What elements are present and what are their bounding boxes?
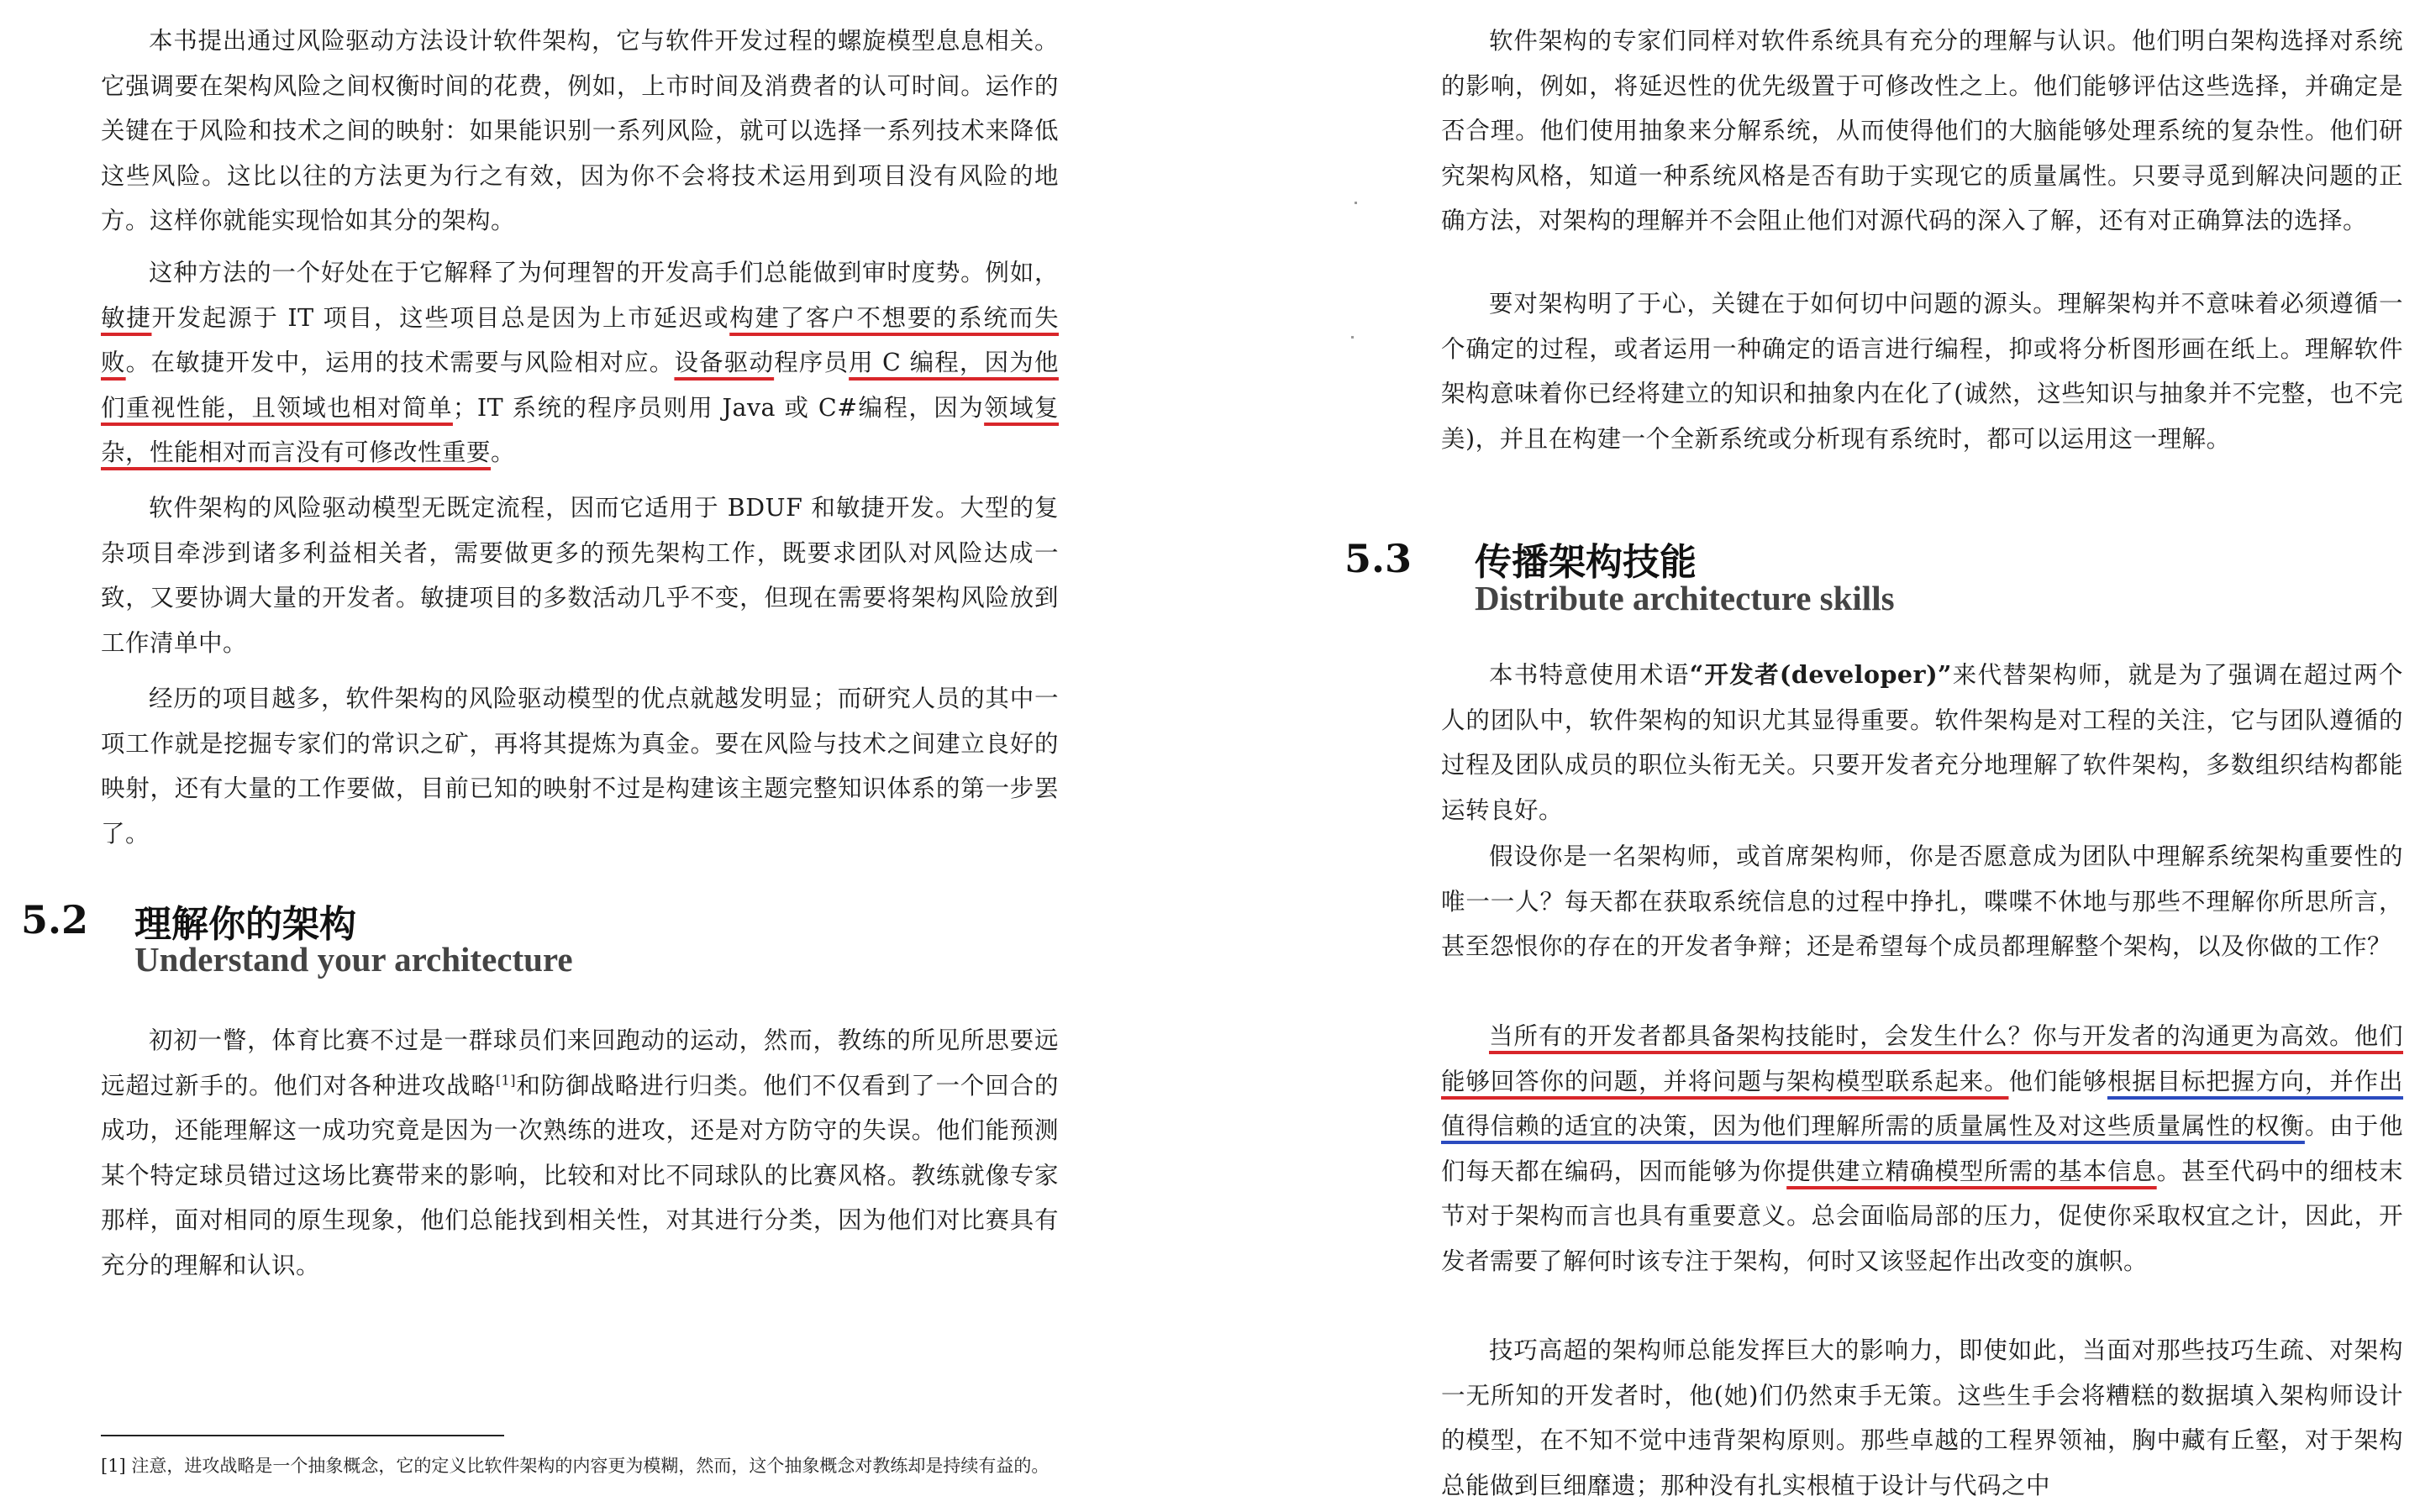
section-number: 5.3 [1344, 536, 1413, 581]
text-span: 。甚至代码中的细枝末节对于架构而言也具有重要意义。总会面临局部的压力，促使你采取权宜之计，因此，开发者需要了解何时该专注于架构，何时又该竖起作出改变的旗帜。 [1441, 1157, 2403, 1275]
text-span: 这种方法的一个好处在于它解释了为何理智的开发高手们总能做到审时度势。例如， [149, 259, 1059, 286]
footnote: [1] 注意，进攻战略是一个抽象概念，它的定义比软件架构的内容更为模糊，然而，这个抽象概念对教练却是持续有益的。 [101, 1456, 1050, 1476]
red-underline: 领域复杂，性能相对而言没有可修改性重要 [101, 393, 1059, 466]
text-span: 来代替架构师，就是为了强调在超过两个人的团队中，软件架构的知识尤其显得重要。软件架构是对工程的关注，它与团队遵循的过程及团队成员的职位头衔无关。只要开发者充分地理解了软件架构，多数组织结构都能运转良好。 [1441, 661, 2403, 824]
right-paragraph-2: 要对架构明了于心，关键在于如何切中问题的源头。理解架构并不意味着必须遵循一个确定的过程，或者运用一种确定的语言进行编程，抑或将分析图形画在纸上。理解软件架构意味着你已经将建立的知识和抽象内在化了(诚然，这些知识与抽象并不完整，也不完美)，并且在构建一个全新系统或分析现有系统时，都可以运用这一理解。 [1441, 290, 2403, 453]
text-span: 和防御战略进行归类。他们不仅看到了一个回合的成功，还能理解这一成功究竟是因为一次熟练的进攻，还是对方防守的失误。他们能预测某个特定球员错过这场比赛带来的影响，比较和对比不同球队的比赛风格。教练就像专家那样，面对相同的原生现象，他们总能找到相关性，对其进行分类，因为他们对比赛具有充分的理解和认识。 [101, 1071, 1059, 1279]
left-paragraph-1: 本书提出通过风险驱动方法设计软件架构，它与软件开发过程的螺旋模型息息相关。它强调要在架构风险之间权衡时间的花费，例如，上市时间及消费者的认可时间。运作的关键在于风险和技术之间的映射：如果能识别一系列风险，就可以选择一系列技术来降低这些风险。这比以往的方法更为行之有效，因为你不会将技术运用到项目没有风险的地方。这样你就能实现恰如其分的架构。 [101, 27, 1059, 234]
red-underline: 设备驱动 [674, 349, 775, 376]
text-span: 他们能够 [2008, 1067, 2107, 1095]
left-paragraph-2 [101, 250, 1059, 475]
red-underline: 构建了客户不想要的系统而失败 [101, 303, 1059, 376]
left-paragraph-4: 经历的项目越多，软件架构的风险驱动模型的优点就越发明显；而研究人员的其中一项工作就是挖掘专家们的常识之矿，再将其提炼为真金。要在风险与技术之间建立良好的映射，还有大量的工作要做，目前已知的映射不过是构建该主题完整知识体系的第一步罢了。 [101, 685, 1059, 848]
right-paragraph-4: 假设你是一名架构师，或首席架构师，你是否愿意成为团队中理解系统架构重要性的唯一一人？每天都在获取系统信息的过程中挣扎，喋喋不休地与那些不理解你所思所言，甚至怨恨你的存在的开发者争辩；还是希望每个成员都理解整个架构，以及你做的工作？ [1441, 843, 2403, 960]
text-span: 本书特意使用术语 [1489, 661, 1690, 689]
text-span: 。在敏捷开发中，运用的技术需要与风险相对应。 [125, 349, 675, 376]
bold-term: “开发者(developer)” [1689, 660, 1952, 689]
right-paragraph-1: 软件架构的专家们同样对软件系统具有充分的理解与认识。他们明白架构选择对系统的影响，例如，将延迟性的优先级置于可修改性之上。他们能够评估这些选择，并确定是否合理。他们使用抽象来分解系统，从而使得他们的大脑能够处理系统的复杂性。他们研究架构风格，知道一种系统风格是否有助于实现它的质量属性。只要寻觅到解决问题的正确方法，对架构的理解并不会阻止他们对源代码的深入了解，还有对正确算法的选择。 [1441, 27, 2403, 234]
section-subtitle: Understand your architecture [134, 940, 573, 979]
left-paragraph-5 [101, 1018, 1059, 1288]
section-subtitle: Distribute architecture skills [1475, 579, 1895, 617]
footnote-reference[interactable]: [1] [495, 1072, 516, 1088]
right-paragraph-5 [1441, 1014, 2403, 1284]
section-number: 5.2 [21, 897, 89, 942]
red-underline: 用 C 编程，因为他们重视性能，且领域也相对简单 [101, 349, 1059, 422]
text-span: 程序员 [774, 349, 850, 376]
text-span: 开发起源于 IT 项目，这些项目总是因为上市延迟或 [151, 303, 730, 332]
text-span: 。 [491, 438, 516, 466]
red-underline: 敏捷 [101, 303, 152, 332]
blue-underline: 根据目标把握方向，并作出值得信赖的适宜的决策，因为他们理解所需的质量属性及对这些质量属性的权衡 [1441, 1067, 2403, 1140]
text-span: 。由于他们每天都在编码，因而能够为你 [1441, 1112, 2403, 1185]
section-title: 传播架构技能 [1475, 541, 1697, 584]
text-span: 初初一瞥，体育比赛不过是一群球员们来回跑动的运动，然而，教练的所见所思要远远超过新手的。他们对各种进攻战略 [101, 1026, 1059, 1100]
scan-speck [1351, 336, 1354, 339]
left-paragraph-3: 软件架构的风险驱动模型无既定流程，因而它适用于 BDUF 和敏捷开发。大型的复杂项目牵涉到诸多利益相关者，需要做更多的预先架构工作，既要求团队对风险达成一致，又要协调大量的开发者。敏捷项目的多数活动几乎不变，但现在需要将架构风险放到工作清单中。 [101, 494, 1059, 657]
right-paragraph-3 [1441, 653, 2403, 832]
text-span: ；IT 系统的程序员则用 Java 或 C#编程，因为 [452, 393, 985, 422]
section-title: 理解你的架构 [134, 903, 356, 946]
footnote-divider [101, 1435, 504, 1436]
right-page [1344, 0, 2420, 1512]
right-paragraph-6: 技巧高超的架构师总能发挥巨大的影响力，即使如此，当面对那些技巧生疏、对架构一无所知的开发者时，他(她)们仍然束手无策。这些生手会将糟糕的数据填入架构师设计的模型，在不知不觉中违背架构原则。那些卓越的工程界领袖，胸中藏有丘壑，对于架构总能做到巨细靡遗；那种没有扎实根植于设计与代码之中 [1441, 1336, 2403, 1499]
red-underline: 当所有的开发者都具备架构技能时，会发生什么？你与开发者的沟通更为高效。他们能够回答你的问题，并将问题与架构模型联系起来。 [1441, 1022, 2403, 1095]
left-page [0, 0, 1118, 1512]
scan-speck [1355, 202, 1357, 204]
red-underline: 提供建立精确模型所需的基本信息 [1786, 1157, 2157, 1185]
